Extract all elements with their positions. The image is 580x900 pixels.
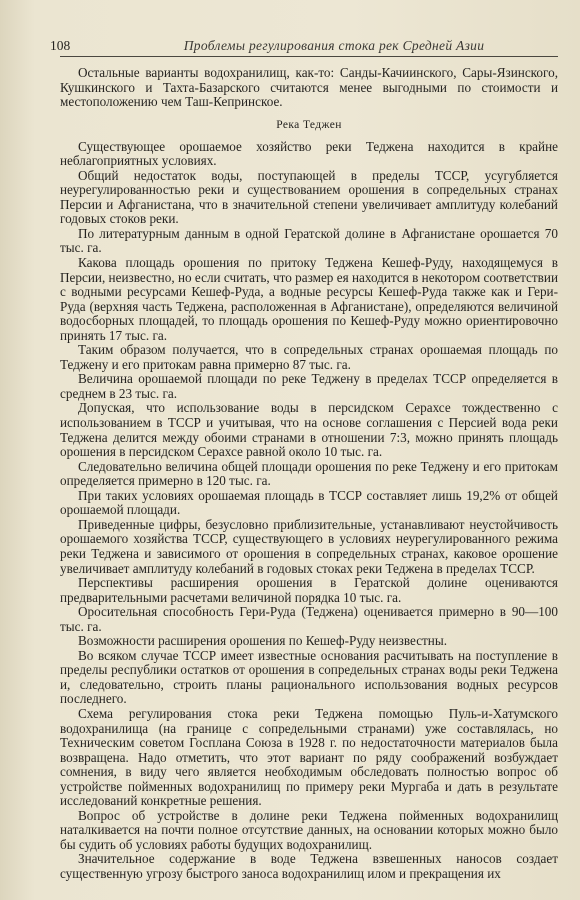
paragraph: При таких условиях орошаемая площадь в ТССР составляет лишь 19,2% от общей орошаемой площади. (60, 487, 558, 518)
paragraph: Схема регулирования стока реки Теджена помощью Пуль-и-Хатумского водохранилища (на границе с сопредельными странами) уже составлялась, но Техническим советом Госплана Союза в 1928 г. по недостаточности материалов была возвращена. Надо отметить, что этот вариант по ряду соображений возбуждает сомнения, в виду чего является необходимым обследовать полностью вопрос об устройстве пойменных водохранилищ по примеру реки Мургаба и дать в результате исследований конкретные решения. (60, 705, 558, 809)
paragraph: Величина орошаемой площади по реке Теджену в пределах ТССР определяется в среднем в 23 тыс. га. (60, 371, 558, 401)
page-number: 108 (50, 38, 71, 53)
page-body (60, 66, 558, 882)
running-title: Проблемы регулирования стока рек Средней Азии (183, 38, 485, 53)
section-title: Река Теджен (276, 118, 342, 131)
paragraph: Значительное содержание в воде Теджена взвешенных наносов создает существенную угрозу быстрого заноса водохранилищ илом и прекращения их (60, 851, 558, 881)
paragraph: Приведенные цифры, безусловно приблизительные, устанавливают неустойчивость орошаемого хозяйства ТССР, существующего в условиях неурегулированного режима реки Теджена и зависимого от орошения в сопредельных странах, каковое орошение увеличивает амплитуду колебаний в годовых стоках реки Теджена в пределах ТССР. (60, 516, 558, 576)
paragraph: Следовательно величина общей площади орошения по реке Теджену и его притокам определяется примерно в 120 тыс. га. (60, 458, 558, 489)
intro-paragraph: Остальные варианты водохранилищ, как-то: Санды-Качиинского, Сары-Язинского, Кушкинского и Тахта-Базарского считаются менее выгодными по стоимости и местоположению чем Таш-Кепринское. (60, 65, 558, 110)
paragraph: Существующее орошаемое хозяйство реки Теджена находится в крайне неблагоприятных условиях. (60, 138, 558, 169)
paragraph: Допуская, что использование воды в персидском Серахсе тождественно с использованием в ТССР и учитывая, что на основе соглашения с Персией вода реки Теджена делится между обоими странами в отношении 7:3, можно принять площадь орошения в персидском Серахсе равной около 10 тыс. га. (60, 400, 558, 460)
paragraph: Какова площадь орошения по притоку Теджена Кешеф-Руду, находящемуся в Персии, неизвестно, но если считать, что размер ея находится в некотором соответствии с водными ресурсами Кешеф-Руда, а водные ресурсы Кешеф-Руда также как и Гери-Руда (верхняя часть Теджена, расположенная в Афганистане), определяются величиной водосборных площадей, то площадь орошения по Кешеф-Руду можно ориентировочно принять 17 тыс. га. (60, 255, 558, 343)
paragraph: Во всяком случае ТССР имеет известные основания расчитывать на поступление в пределы республики остатков от орошения в сопредельных странах воды реки Теджена и, следовательно, строить планы рационального использования водных ресурсов последнего. (60, 647, 558, 707)
page-header (50, 38, 558, 57)
paragraph: Возможности расширения орошения по Кешеф-Руду неизвестны. (78, 633, 448, 649)
paragraph: Перспективы расширения орошения в Гератской долине оцениваются предварительными расчетами величиной порядка 10 тыс. га. (60, 575, 558, 605)
paragraph: Общий недостаток воды, поступающей в пределы ТССР, усугубляется неурегулированностью реки и существованием орошения в сопредельных странах Персии и Афганистана, что в значительной степени увеличивает амплитуду колебаний годовых стоков реки. (60, 167, 558, 227)
paragraph: Оросительная способность Гери-Руда (Теджена) оценивается примерно в 90—100 тыс. га. (60, 604, 558, 634)
paragraph: По литературным данным в одной Гератской долине в Афганистане орошается 70 тыс. га. (60, 225, 558, 256)
paragraph: Таким образом получается, что в сопредельных странах орошаемая площадь по Теджену и его притокам равна примерно 87 тыс. га. (60, 342, 558, 372)
paragraph: Вопрос об устройстве в долине реки Теджена пойменных водохранилищ наталкивается на почти полное отсутствие данных, на основании которых можно было бы судить об условиях работы будущих водохранилищ. (60, 807, 558, 852)
